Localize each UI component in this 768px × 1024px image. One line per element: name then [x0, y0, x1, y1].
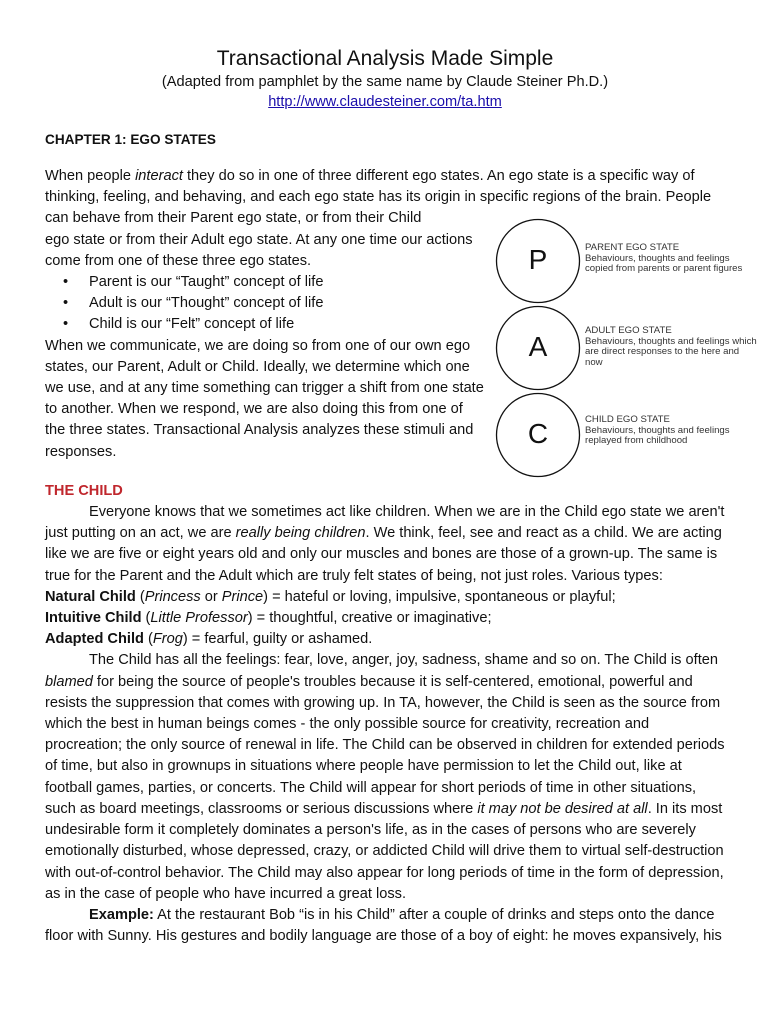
intro-emphasis: interact — [135, 168, 183, 184]
child-type-paren: ( — [143, 631, 153, 648]
child-ego-label — [585, 415, 757, 447]
child-type-name: Adapted Child — [45, 631, 144, 648]
child-type-natural — [45, 587, 725, 608]
list-item: • Child is our “Felt” concept of life — [45, 314, 485, 335]
child-p1-text-a: Everyone knows that we sometimes act like children. When we are in the Child ego state we aren't just putting on an act, we are — [45, 504, 725, 542]
child-type-adapted — [45, 629, 725, 650]
child-type-paren: ( — [135, 588, 145, 605]
child-p2-text-a: The Child has all the feelings: fear, love, anger, joy, sadness, shame and so on. The Child is often — [89, 652, 718, 669]
section-heading-child: THE CHILD — [45, 482, 123, 499]
child-type-alias-2: Prince — [221, 588, 264, 605]
child-type-alias: Frog — [152, 631, 183, 648]
adult-ego-title: ADULT EGO STATE — [585, 325, 672, 336]
adult-ego-label — [585, 326, 757, 368]
child-p1-emphasis: really being children — [235, 525, 366, 542]
child-p2-text-c: . In its most undesirable form it completely dominates a person's life, as in the cases of persons who are severely emotionally disturbed, whose depressed, crazy, or addicted Child will drive them to virtual self-destruction with out-of-control behavior. The Child may also appear for long periods of time in the form of depression, as in the case of people who have incurred a great loss. — [45, 800, 724, 902]
pac-diagram — [495, 218, 755, 480]
parent-ego-desc: Behaviours, thoughts and feelings copied from parents or parent figures — [585, 252, 743, 275]
intro-text-b: they do so in one of three different ego states. An ego state is a specific way of thinking, feeling, and behaving, and each ego state has its origin in specific regions of the brain. People can behave from their Parent ego state, or from their Child — [45, 168, 712, 227]
document-page — [45, 46, 725, 947]
example-text: At the restaurant Bob “is in his Child” after a couple of drinks and steps onto the dance floor with Sunny. His gestures and bodily language are those of a boy of eight: he moves expansively, his — [45, 906, 722, 945]
list-item: • Parent is our “Taught” concept of life — [45, 272, 485, 293]
child-paragraph-2 — [45, 650, 725, 904]
child-p2-text-b: for being the source of people's troubles because it is self-centered, emotional, powerful and resists the suppression that comes with growing up. In TA, however, the Child is seen as the source from which the best in human beings comes - the only possible source for creativity, recreation and procreation; the only source of renewal in life. The Child can be observed in children for extended periods of time, but also in grownups in situations where people have permission to let the Child out, like at football games, parties, or concerts. The Child will appear for short periods of time in other situations, such as board meetings, classrooms or serious discussions where — [45, 673, 725, 817]
ego-bullet-list — [45, 272, 485, 336]
child-type-alias: Princess — [144, 588, 201, 605]
parent-letter: P — [528, 244, 548, 275]
chapter-heading: CHAPTER 1: EGO STATES — [45, 132, 216, 147]
child-type-name: Intuitive Child — [45, 610, 142, 627]
child-paragraph-1 — [45, 502, 725, 587]
parent-ego-title: PARENT EGO STATE — [585, 242, 680, 253]
adult-letter: A — [528, 331, 548, 362]
child-type-desc: ) = thoughtful, creative or imaginative; — [247, 610, 492, 627]
parent-ego-label — [585, 243, 757, 275]
intro-text-a: When people — [45, 168, 136, 184]
document-subtitle: (Adapted from pamphlet by the same name by Claude Steiner Ph.D.) — [161, 74, 609, 90]
child-p1-text-b: . We think, feel, see and react as a child. We are acting like we are five or eight years old and only our muscles and bones are those of a grown-up. The same is true for the Parent and the Adult which are truly felt states of being, not just roles. Various types: — [45, 525, 722, 584]
source-link[interactable]: http://www.claudesteiner.com/ta.htm — [268, 94, 502, 110]
child-type-paren: ( — [141, 610, 151, 627]
communicate-paragraph: When we communicate, we are doing so from one of our own ego states, our Parent, Adult or Child. Ideally, we determine which one we use, and at any time something can trigger a shift from one state to another. When we respond, we are also doing this from one of the three states. Transactional Analysis analyzes these stimuli and responses. — [45, 337, 484, 460]
child-type-desc: ) = hateful or loving, impulsive, spontaneous or playful; — [263, 588, 616, 605]
child-p2-emphasis-1: blamed — [45, 673, 93, 690]
child-type-desc: ) = fearful, guilty or ashamed. — [182, 631, 373, 648]
intro-paragraph-2: ego state or from their Adult ego state. At any one time our actions come from one of these three ego states. — [45, 231, 473, 269]
adult-ego-desc: Behaviours, thoughts and feelings which are direct responses to the here and now — [585, 335, 757, 368]
child-letter: C — [527, 418, 549, 449]
child-ego-desc: Behaviours, thoughts and feelings replayed from childhood — [585, 424, 730, 447]
child-type-intuitive — [45, 608, 725, 629]
child-ego-title: CHILD EGO STATE — [585, 414, 670, 425]
child-p2-emphasis-2: it may not be desired at all — [477, 800, 648, 817]
list-item: • Adult is our “Thought” concept of life — [45, 293, 485, 314]
child-type-or: or — [200, 588, 222, 605]
child-type-alias: Little Professor — [150, 610, 248, 627]
example-label: Example: — [89, 906, 154, 923]
document-title: Transactional Analysis Made Simple — [216, 47, 554, 70]
example-paragraph — [45, 905, 725, 947]
child-type-name: Natural Child — [45, 588, 136, 605]
